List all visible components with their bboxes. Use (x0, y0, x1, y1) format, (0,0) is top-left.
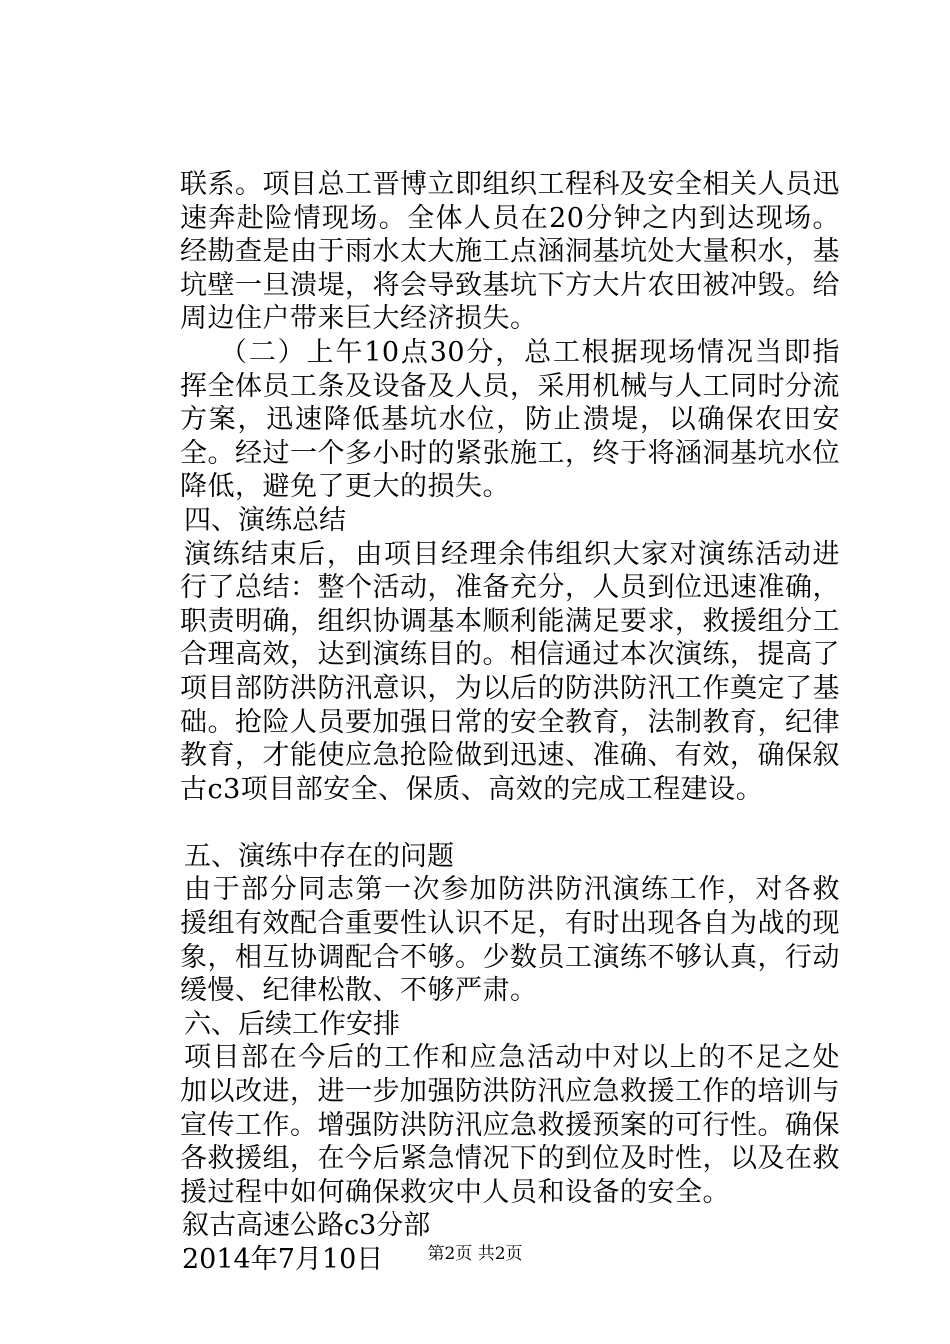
section-heading-followup: 六、后续工作安排 (184, 1008, 400, 1040)
signature-organization: 叙古高速公路c3分部 (182, 1210, 431, 1242)
signature-date: 2014年7月10日 (182, 1244, 384, 1275)
section-heading-problems: 五、演练中存在的问题 (184, 840, 454, 872)
page-footer: 第2页 共2页 (427, 1244, 523, 1264)
paragraph-summary: 演练结束后，由项目经理余伟组织大家对演练活动进行了总结：整个活动，准备充分，人员到位迅速准确，职责明确，组织协调基本顺利能满足要求，救援组分工合理高效，达到演练目的。相信通过本次演练，提高了项目部防洪防汛意识，为以后的防洪防汛工作奠定了基础。抢险人员要加强日常的安全教育，法制教育，纪律教育，才能使应急抢险做到迅速、准确、有效，确保叙古c3项目部安全、保质、高效的完成工程建设。 (180, 538, 840, 805)
paragraph-followup: 项目部在今后的工作和应急活动中对以上的不足之处加以改进，进一步加强防洪防汛应急救援工作的培训与宣传工作。增强防洪防汛应急救援预案的可行性。确保各救援组，在今后紧急情况下的到位及时性，以及在救援过程中如何确保救灾中人员和设备的安全。 (180, 1042, 840, 1208)
document-body (180, 168, 840, 1277)
blank-line (180, 806, 840, 840)
paragraph-response-actions: （二）上午10点30分，总工根据现场情况当即指挥全体员工条及设备及人员，采用机械与人工同时分流方案，迅速降低基坑水位，防止溃堤，以确保农田安全。经过一个多小时的紧张施工，终于将涵洞基坑水位降低，避免了更大的损失。 (180, 336, 840, 503)
paragraph-problems: 由于部分同志第一次参加防洪防汛演练工作，对各救援组有效配合重要性认识不足，有时出现各自为战的现象，相互协调配合不够。少数员工演练不够认真，行动缓慢、纪律松散、不够严肃。 (180, 874, 840, 1007)
section-heading-summary: 四、演练总结 (184, 504, 346, 536)
paragraph-incident-assessment: 联系。项目总工晋博立即组织工程科及安全相关人员迅速奔赴险情现场。全体人员在20分钟之内到达现场。经勘查是由于雨水太大施工点涵洞基坑处大量积水，基坑壁一旦溃堤，将会导致基坑下方大片农田被冲毁。给周边住户带来巨大经济损失。 (180, 169, 840, 335)
